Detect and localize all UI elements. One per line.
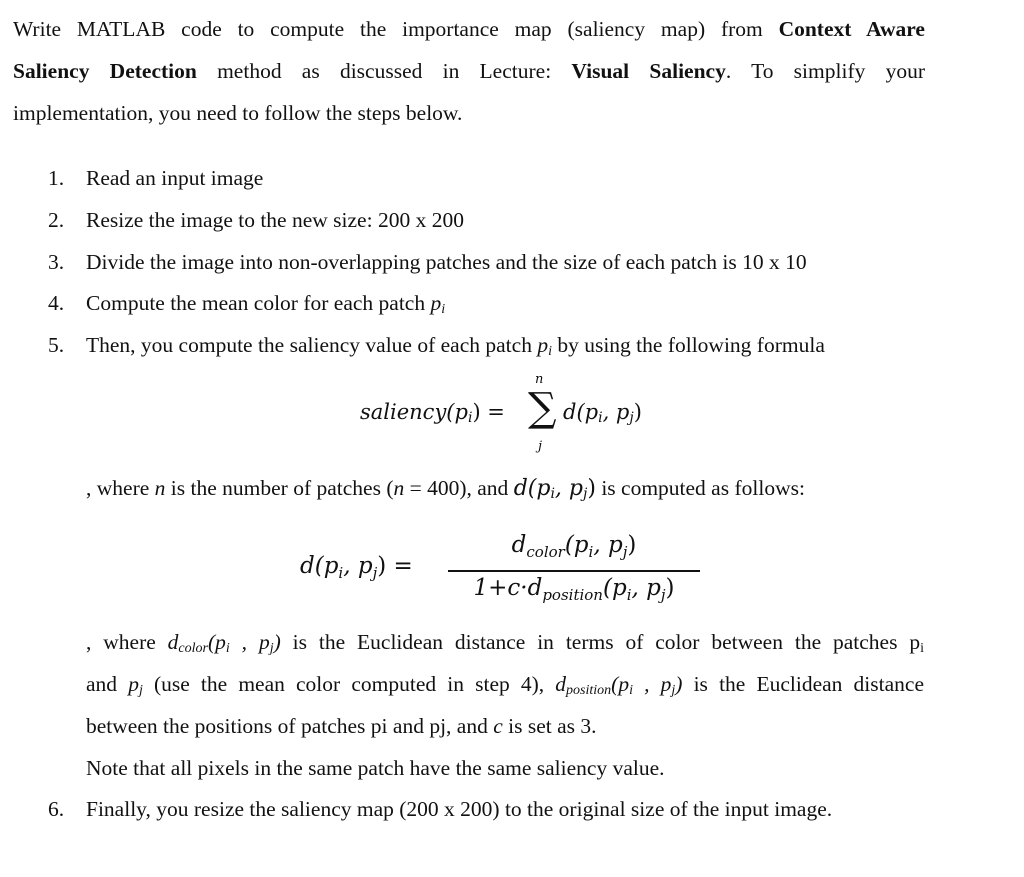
- intro-text: Write MATLAB code to compute the importance map (saliency map) from: [13, 17, 779, 41]
- formula-text: d(p: [563, 400, 599, 424]
- step-text: Resize the image to the new size: 200 x 200: [86, 208, 464, 232]
- args-subscript: j: [269, 641, 274, 656]
- formula-subscript: j: [372, 564, 378, 582]
- formula-text: ) =: [377, 553, 413, 579]
- formula-subscript: i: [598, 410, 603, 426]
- step-6: [48, 797, 832, 822]
- args-text: ): [675, 672, 683, 696]
- args-text: , p: [229, 630, 270, 654]
- step-text: Then, you compute the saliency value of each patch: [86, 333, 538, 357]
- formula-text: d: [511, 532, 527, 558]
- formula-text: (p: [602, 575, 627, 601]
- patch-variable: p: [128, 672, 139, 696]
- para-text: is the Euclidean distance in terms of color between the patches p: [280, 630, 921, 654]
- fraction: [448, 530, 700, 612]
- args-subscript: i: [629, 683, 633, 698]
- note-line: Note that all pixels in the same patch have the same saliency value.: [86, 756, 665, 780]
- saliency-formula: [360, 370, 680, 460]
- step-3: [48, 250, 807, 275]
- color-distance-line: [86, 630, 924, 657]
- formula-subscript: i: [467, 410, 473, 426]
- patch-subscript: i: [441, 302, 446, 317]
- step-number: 6.: [48, 797, 65, 821]
- expr-subscript: j: [583, 486, 588, 502]
- formula-subscript: j: [660, 586, 666, 604]
- args-text: , p: [632, 672, 672, 696]
- formula-text: d(p: [300, 553, 339, 579]
- patch-subscript: i: [548, 344, 552, 359]
- position-distance-line: [86, 672, 924, 699]
- step-text: by using the following formula: [551, 333, 825, 357]
- step-number: 2.: [48, 208, 65, 232]
- step-text: Finally, you resize the saliency map (200 x 200) to the original size of the input image.: [86, 797, 833, 821]
- formula-text: saliency(p: [360, 400, 468, 424]
- formula-text: ): [633, 400, 642, 424]
- d-variable: d: [167, 630, 179, 654]
- para-text: = 400), and: [404, 476, 514, 500]
- patches-description: [86, 476, 924, 502]
- args-text: ): [273, 630, 281, 654]
- para-text: between the positions of patches pi and pj, and: [86, 714, 494, 738]
- formula-rhs: [563, 400, 642, 426]
- formula-text: , p: [343, 553, 373, 579]
- patch-variable: p: [430, 291, 442, 315]
- step-text: Divide the image into non-overlapping patches and the size of each patch is 10 x 10: [86, 250, 807, 274]
- formula-subscript: i: [338, 564, 344, 582]
- c-constant-line: [86, 714, 924, 739]
- para-text: is set as 3.: [502, 714, 597, 738]
- lecture-name-bold: Visual Saliency: [571, 59, 726, 83]
- formula-text: ) =: [472, 400, 505, 424]
- step-text: Read an input image: [86, 166, 264, 190]
- step-number: 4.: [48, 291, 65, 315]
- formula-text: , p: [593, 532, 623, 558]
- step-number: 5.: [48, 333, 65, 357]
- n-variable: n: [393, 476, 405, 500]
- d-subscript: color: [178, 641, 208, 656]
- para-text: , where: [86, 476, 155, 500]
- fraction-denominator: [448, 575, 700, 604]
- formula-subscript: j: [622, 543, 628, 561]
- formula-text: , p: [602, 400, 630, 424]
- para-text: and: [86, 672, 129, 696]
- method-name-bold-cont: Saliency Detection: [13, 59, 197, 83]
- distance-expression: [514, 476, 596, 501]
- step-number: 1.: [48, 166, 65, 190]
- expr-subscript: i: [550, 486, 555, 502]
- formula-subscript: color: [526, 543, 565, 561]
- sum-upper-limit: n: [535, 372, 544, 387]
- step-2: [48, 208, 464, 233]
- d-variable: d: [555, 672, 567, 696]
- formula-text: ): [665, 575, 675, 601]
- formula-subscript: j: [629, 410, 634, 426]
- formula-subscript: i: [588, 543, 594, 561]
- step-text: Compute the mean color for each patch: [86, 291, 431, 315]
- step-5: [48, 333, 825, 360]
- distance-formula: [300, 530, 720, 612]
- step-4: [48, 291, 445, 318]
- intro-line-3: implementation, you need to follow the steps below.: [13, 101, 463, 125]
- c-variable: c: [493, 714, 503, 738]
- para-text: (use the mean color computed in step 4),: [142, 672, 556, 696]
- fraction-numerator: [448, 532, 700, 561]
- formula-text: 1+c·d: [473, 575, 543, 601]
- formula-lhs: [300, 553, 413, 582]
- method-name-bold: Context Aware: [778, 17, 925, 41]
- args-text: (p: [207, 630, 226, 654]
- formula-text: ): [627, 532, 637, 558]
- formula-subscript: position: [542, 586, 603, 604]
- n-variable: n: [154, 476, 166, 500]
- args-text: (p: [611, 672, 630, 696]
- expr-text: d(p: [513, 476, 551, 501]
- step-number: 3.: [48, 250, 65, 274]
- para-text: is computed as follows:: [595, 476, 805, 500]
- expr-text: ): [587, 476, 596, 501]
- args-subscript: j: [671, 683, 676, 698]
- expr-text: , p: [554, 476, 583, 501]
- args-subscript: i: [225, 641, 230, 656]
- step-1: [48, 166, 263, 191]
- para-text: is the number of patches (: [165, 476, 394, 500]
- para-text: is the Euclidean distance: [682, 672, 925, 696]
- sum-lower-limit: j: [538, 439, 543, 454]
- intro-text: . To simplify your: [725, 59, 925, 83]
- para-text: , where: [86, 630, 168, 654]
- formula-text: , p: [631, 575, 661, 601]
- intro-text: method as discussed in Lecture:: [196, 59, 572, 83]
- summation-icon: ∑: [528, 385, 557, 431]
- patch-subscript: j: [138, 683, 143, 698]
- formula-subscript: i: [626, 586, 632, 604]
- formula-lhs: [360, 400, 505, 426]
- fraction-bar: [448, 570, 700, 572]
- patch-variable: p: [537, 333, 549, 357]
- formula-text: (p: [564, 532, 589, 558]
- patch-subscript: i: [920, 641, 924, 656]
- d-subscript: position: [566, 683, 612, 698]
